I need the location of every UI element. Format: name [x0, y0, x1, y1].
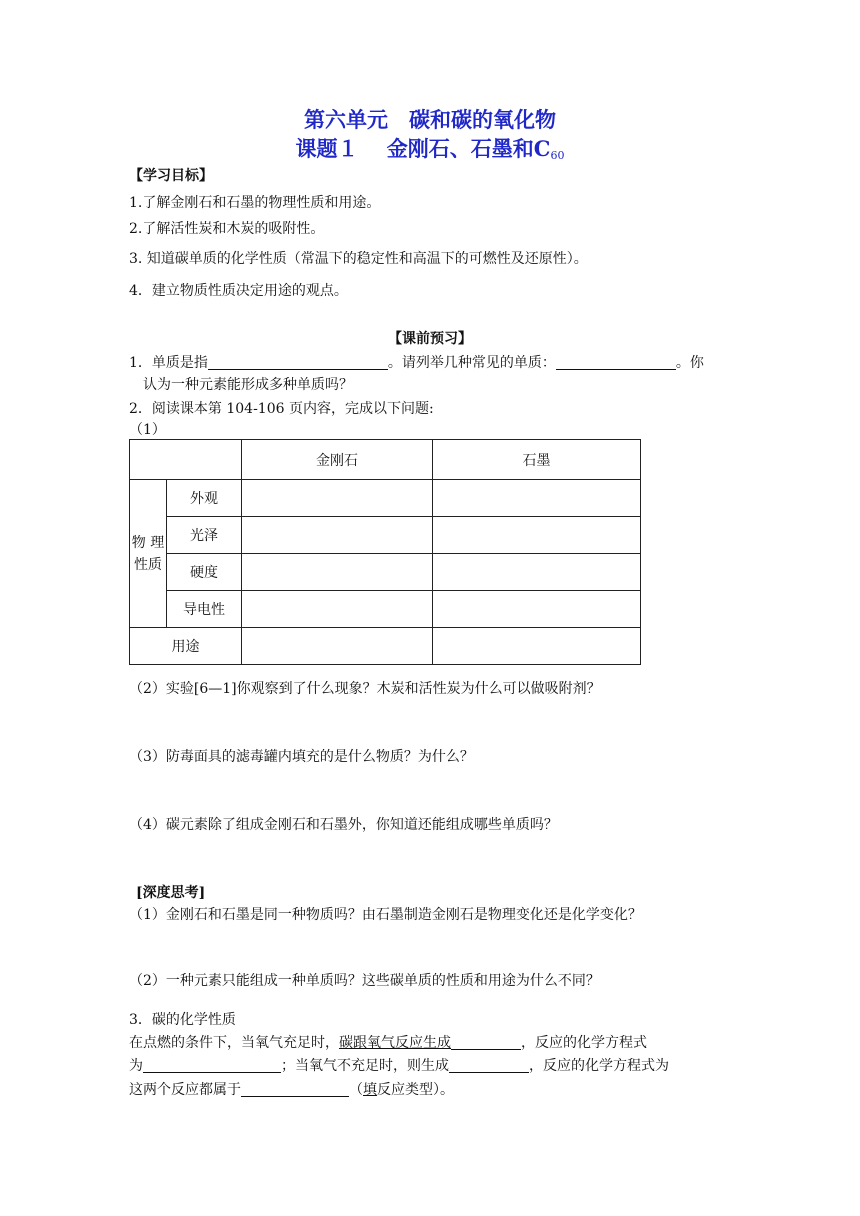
table-row-label: 硬度 [167, 554, 242, 591]
table-row-label: 光泽 [167, 517, 242, 554]
table-header-diamond: 金刚石 [242, 440, 433, 480]
property-table [129, 439, 641, 665]
blank-product-2[interactable] [449, 1057, 529, 1073]
lesson-title-c: C [533, 136, 551, 161]
blank-product-1[interactable] [451, 1034, 521, 1050]
blank-definition[interactable] [208, 354, 388, 370]
table-group-line1: 物 理 [131, 534, 165, 551]
chem-title: 3．碳的化学性质 [129, 1012, 236, 1028]
chem-l2-b: ；当氧气不充足时，则生成 [281, 1058, 449, 1074]
lesson-title-text: 课题１ 金刚石、石墨和 [295, 136, 534, 161]
lesson-title [0, 133, 860, 163]
chem-l1-b: 碳跟氧气反应生成 [339, 1035, 451, 1051]
preview-title: 【课前预习】 [388, 331, 472, 347]
chem-l3-c: 填 [363, 1082, 377, 1098]
preview-q1-a: 1．单质是指 [129, 355, 208, 371]
table-cell[interactable] [433, 591, 641, 628]
preview-q1-c: 。你 [675, 355, 704, 371]
table-cell[interactable] [242, 554, 433, 591]
unit-title: 第六单元 碳和碳的氧化物 [304, 107, 556, 132]
table-cell[interactable] [242, 591, 433, 628]
chem-l1-c: ，反应的化学方程式 [521, 1035, 647, 1051]
deep-q2: （2）一种元素只能组成一种单质吗？这些碳单质的性质和用途为什么不同？ [129, 973, 600, 989]
table-group-line2: 性质 [134, 556, 162, 573]
table-row-label: 外观 [167, 480, 242, 517]
lesson-title-sub: 60 [550, 149, 565, 162]
preview-q2-sub1: （1） [129, 422, 166, 438]
table-corner-cell [130, 440, 242, 480]
chem-line-3 [129, 1080, 454, 1100]
preview-q2: 2．阅读课本第 104-106 页内容，完成以下问题: [129, 401, 434, 417]
blank-equation-1[interactable] [143, 1057, 281, 1073]
objective-item-3: 3. 知道碳单质的化学性质（常温下的稳定性和高温下的可燃性及还原性）。 [129, 251, 588, 267]
table-cell[interactable] [433, 517, 641, 554]
deep-title: [深度思考] [136, 885, 206, 901]
preview-q1 [129, 353, 704, 373]
table-cell[interactable] [433, 554, 641, 591]
table-group-label [130, 480, 167, 628]
deep-q1: （1）金刚石和石墨是同一种物质吗？由石墨制造金刚石是物理变化还是化学变化？ [129, 907, 642, 923]
chem-l1-a: 在点燃的条件下，当氧气充足时， [129, 1035, 339, 1051]
chem-l3-b: （ [349, 1082, 363, 1098]
blank-reaction-type[interactable] [241, 1081, 349, 1097]
objectives-title: 【学习目标】 [129, 168, 213, 184]
objective-item-1: 1.了解金刚石和石墨的物理性质和用途。 [129, 195, 381, 211]
table-cell[interactable] [433, 628, 641, 665]
preview-sub3: （3）防毒面具的滤毒罐内填充的是什么物质？为什么？ [129, 749, 474, 765]
preview-sub4: （4）碳元素除了组成金刚石和石墨外，你知道还能组成哪些单质吗？ [129, 817, 558, 833]
chem-l3-a: 这两个反应都属于 [129, 1082, 241, 1098]
objective-item-4: 4．建立物质性质决定用途的观点。 [129, 283, 348, 299]
blank-examples[interactable] [556, 354, 676, 370]
chem-l3-d: 反应类型）。 [377, 1082, 454, 1098]
table-use-label: 用途 [130, 628, 242, 665]
objective-item-2: 2.了解活性炭和木炭的吸附性。 [129, 221, 325, 237]
table-cell[interactable] [242, 517, 433, 554]
chem-line-1 [129, 1033, 647, 1053]
chem-l2-c: ，反应的化学方程式为 [529, 1058, 669, 1074]
preview-q1-b: 。请列举几种常见的单质： [387, 355, 556, 371]
table-row-label: 导电性 [167, 591, 242, 628]
table-cell[interactable] [433, 480, 641, 517]
table-header-graphite: 石墨 [433, 440, 641, 480]
preview-sub2: （2）实验[6—1]你观察到了什么现象？木炭和活性炭为什么可以做吸附剂？ [129, 681, 601, 697]
table-cell[interactable] [242, 628, 433, 665]
chem-l2-a: 为 [129, 1058, 143, 1074]
table-cell[interactable] [242, 480, 433, 517]
chem-line-2 [129, 1056, 669, 1076]
preview-q1-cont: 认为一种元素能形成多种单质吗？ [143, 377, 353, 393]
